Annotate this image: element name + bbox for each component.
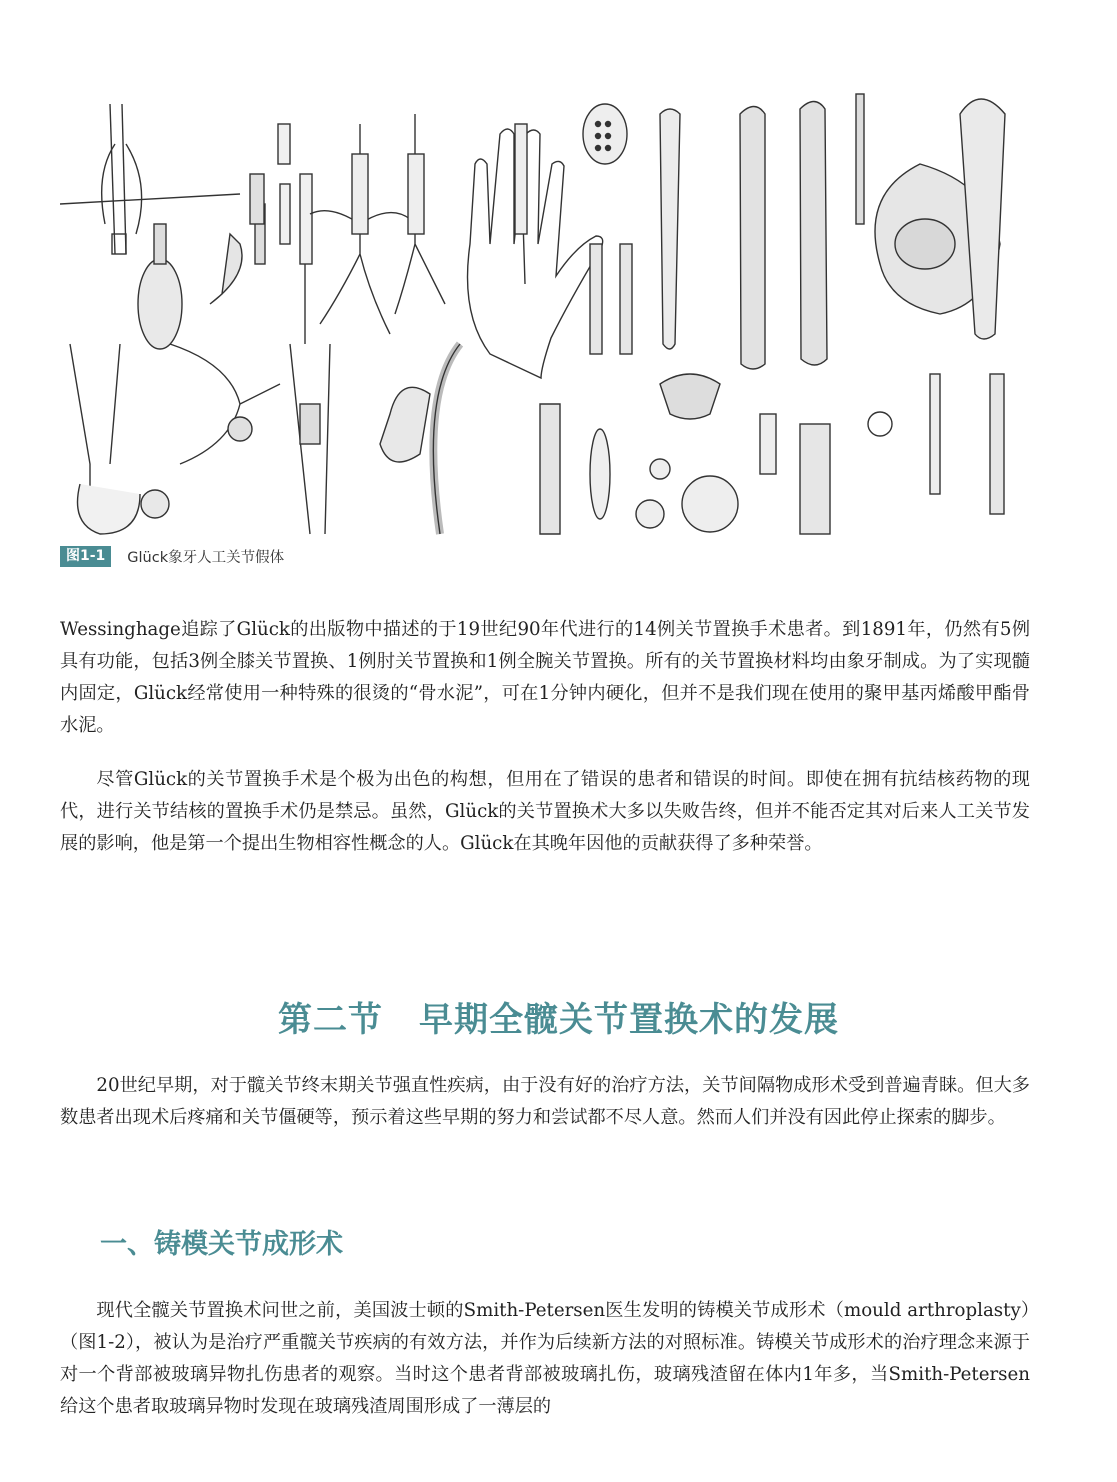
long-bone-sketches [660,94,864,369]
hand-sketch [468,124,603,378]
figure-label: 图1-1 [60,546,111,567]
paragraph-4: 现代全髋关节置换术问世之前，美国波士顿的Smith-Petersen医生发明的铸模关节成形术（mould arthroplasty）（图1-2），被认为是治疗严重髋关节疾病的有效方法，并作为后续新方法的对照标准。铸模关节成形术的治疗理念来源于对一个背部被玻璃异物扎伤患者的观察。当时这个患者背部被玻璃扎伤，玻璃残渣留在体内1年多，当Smith-Petersen给这个患者取玻璃异物时发现在玻璃残渣周围形成了一薄层的 [60,1300,1030,1417]
section-number: 第二节 [278,1000,383,1040]
shoulder-joint-sketch [875,99,1005,339]
paragraph-1: Wessinghage追踪了Glück的出版物中描述的于19世纪90年代进行的14例关节置换手术患者。到1891年，仍然有5例具有功能，包括3例全膝关节置换、1例肘关节置换和1例全腕关节置换。所有的关节置换材料均由象牙制成。为了实现髓内固定，Glück经常使用一种特殊的很烫的“骨水泥”，可在1分钟内硬化，但并不是我们现在使用的聚甲基丙烯酸甲酯骨水泥。 [60,619,1031,736]
knee-joint-sketches [70,344,330,534]
nerve-root-sketches [310,114,445,334]
figure-caption [60,545,284,567]
curved-perforated-plate [380,344,460,534]
right-small-implants [760,374,1004,534]
section-title [0,992,1117,1041]
finger-bone-sketches [278,124,312,344]
paragraph-2: 尽管Glück的关节置换手术是个极为出色的构想，但用在了错误的患者和错误的时间。即使在拥有抗结核药物的现代，进行关节结核的置换手术仍是禁忌。虽然，Glück的关节置换术大多以失败告终，但并不能否定其对后来人工关节发展的影响，他是第一个提出生物相容性概念的人。Glück在其晚年因他的贡献获得了多种荣誉。 [60,769,1030,854]
ivory-peg-implants [138,174,265,349]
figure-caption-text: Glück象牙人工关节假体 [127,549,285,566]
tendon-sketch-left [60,104,240,254]
figure-illustration [60,84,1038,536]
paragraph-3: 20世纪早期，对于髋关节终末期关节强直性疾病，由于没有好的治疗方法，关节间隔物成形术受到普遍青睐。但大多数患者出现术后疼痛和关节僵硬等，预示着这些早期的努力和尝试都不尽人意。然而人们并没有因此停止探索的脚步。 [60,1075,1030,1128]
section-heading: 早期全髋关节置换术的发展 [419,1000,839,1040]
subsection-title: 一、铸模关节成形术 [100,1229,343,1260]
perforated-disc [583,104,627,164]
bone-implant-sketches [540,244,738,534]
